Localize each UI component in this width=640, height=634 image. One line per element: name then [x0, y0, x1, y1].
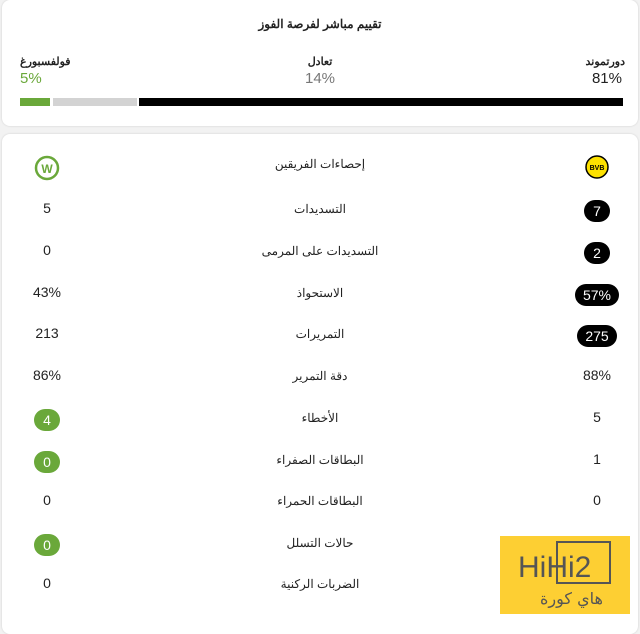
svg-text:هاي كورة: هاي كورة: [540, 589, 603, 608]
away-stat-value: 4: [34, 409, 60, 431]
win-probability-card: [2, 0, 638, 126]
stat-label: البطاقات الصفراء: [276, 453, 364, 467]
away-stat-value: 0: [34, 451, 60, 473]
draw-bar: [53, 98, 137, 106]
home-stat-value: 7: [584, 200, 610, 222]
home-stat-value: 5: [593, 409, 601, 425]
away-stat-value: 0: [34, 534, 60, 556]
draw-label: تعادل: [307, 56, 333, 68]
away-team-logo: [17, 155, 77, 184]
card-title: تقييم مباشر لفرصة الفوز: [258, 17, 382, 31]
away-team-name: فولفسبورغ: [20, 56, 71, 68]
stat-label: التمريرات: [295, 327, 345, 341]
away-stat-value: 0: [43, 492, 51, 508]
stats-header: إحصاءات الفريقين: [274, 157, 366, 171]
svg-text:HiHi2: HiHi2: [518, 551, 592, 584]
away-stat-value: 5: [43, 200, 51, 216]
away-win-pct: 5%: [20, 70, 42, 87]
stat-label: التسديدات: [294, 202, 346, 216]
home-bar: [139, 98, 623, 106]
stats-header-row: [2, 149, 638, 179]
stat-label: الأخطاء: [301, 411, 339, 425]
stat-label: التسديدات على المرمى: [261, 244, 379, 258]
stat-label: دقة التمرير: [292, 369, 348, 383]
stat-row: [2, 403, 638, 433]
home-stat-value: 1: [593, 451, 601, 467]
svg-text:W: W: [41, 162, 53, 176]
away-stat-value: 213: [35, 325, 59, 341]
away-stat-value: 0: [43, 242, 51, 258]
home-stat-value: 57%: [575, 284, 619, 306]
stat-row: [2, 194, 638, 224]
home-stat-value: 2: [584, 242, 610, 264]
stat-row: [2, 278, 638, 308]
stat-label: الاستحواذ: [296, 286, 344, 300]
away-stat-value: 43%: [32, 284, 62, 300]
home-stat-value: 275: [577, 325, 616, 347]
away-stat-value: 86%: [32, 367, 62, 383]
home-stat-value: 0: [593, 492, 601, 508]
stat-label: حالات التسلل: [286, 536, 354, 550]
watermark-logo: [500, 536, 630, 614]
home-win-pct: 81%: [591, 70, 622, 87]
draw-pct: 14%: [304, 70, 336, 87]
stat-row: [2, 486, 638, 516]
stat-row: [2, 236, 638, 266]
stat-label: الضربات الركنية: [280, 577, 360, 591]
home-team-logo: [567, 155, 627, 182]
svg-text:BVB: BVB: [589, 165, 605, 172]
stat-row: [2, 319, 638, 349]
stat-row: [2, 361, 638, 391]
away-stat-value: 0: [43, 575, 51, 591]
home-stat-value: 88%: [582, 367, 612, 383]
stat-row: [2, 445, 638, 475]
home-team-name: دورتموند: [585, 56, 625, 68]
stat-label: البطاقات الحمراء: [277, 494, 363, 508]
away-bar: [20, 98, 50, 106]
